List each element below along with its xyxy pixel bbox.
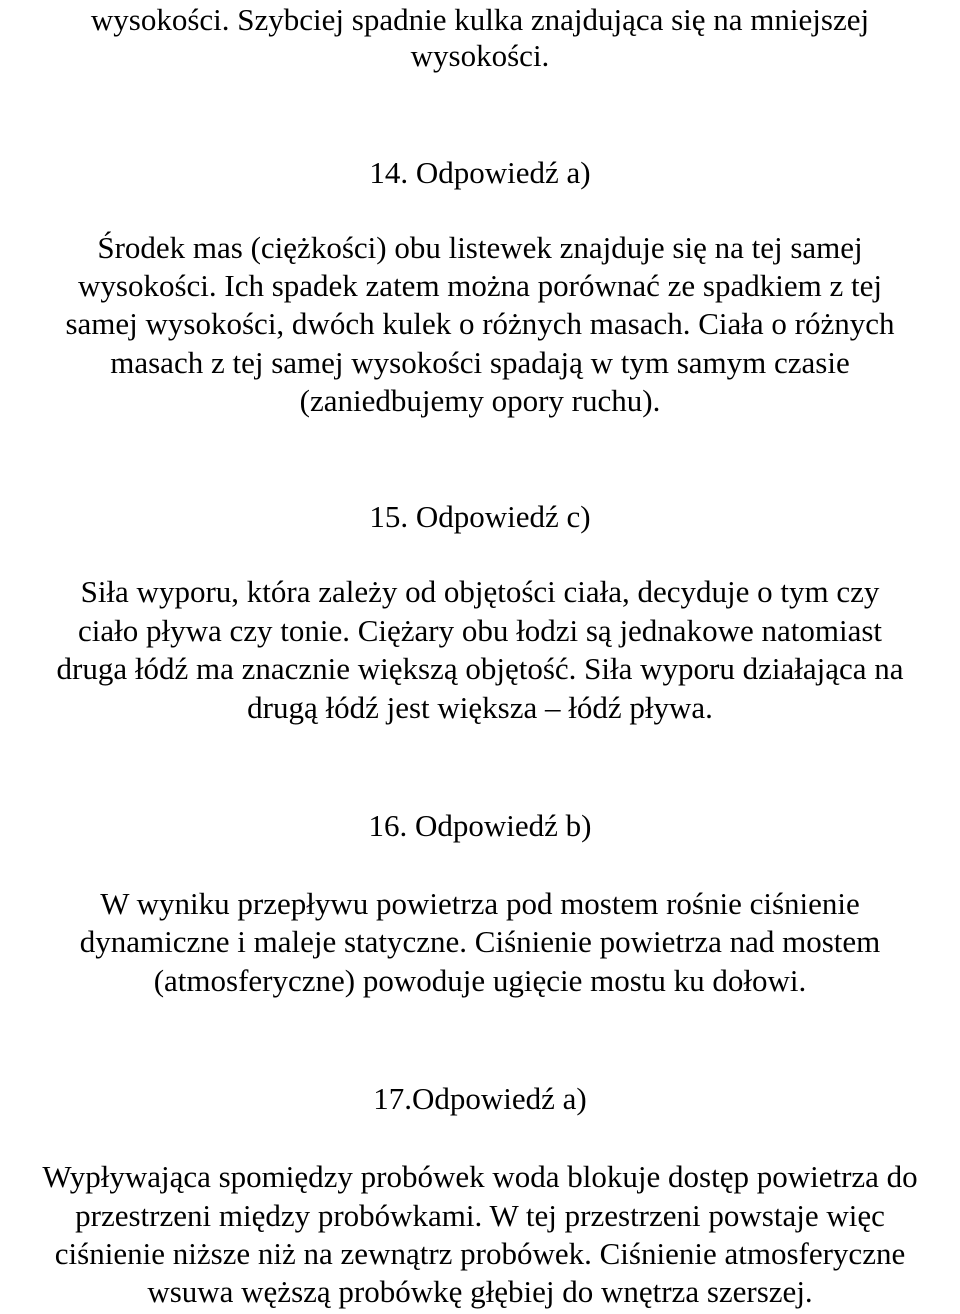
text-line: Środek mas (ciężkości) obu listewek znajduje się na tej samej: [97, 230, 863, 265]
text-line: ciało pływa czy tonie. Ciężary obu łodzi są jednakowe natomiast: [77, 613, 883, 648]
answer-heading-16: 16. Odpowiedź b): [368, 808, 592, 843]
text-line: masach z tej samej wysokości spadają w tym samym czasie: [110, 345, 850, 380]
text-line: Wypływająca spomiędzy probówek woda blokuje dostęp powietrza do: [42, 1159, 918, 1194]
text-line: drugą łódź jest większa – łódź pływa.: [247, 690, 713, 725]
answer-heading-17: 17.Odpowiedź a): [373, 1081, 587, 1116]
text-line: wysokości. Ich spadek zatem można porównać ze spadkiem z tej: [78, 268, 882, 303]
text-line: (atmosferyczne) powoduje ugięcie mostu ku dołowi.: [153, 963, 807, 998]
text-line: wysokości.: [410, 38, 550, 73]
text-line: ciśnienie niższe niż na zewnątrz probówek. Ciśnienie atmosferyczne: [54, 1236, 906, 1271]
text-line: druga łódź ma znacznie większą objętość. Siła wyporu działająca na: [56, 651, 904, 686]
text-line: W wyniku przepływu powietrza pod mostem rośnie ciśnienie: [100, 886, 860, 921]
text-line: wsuwa węższą probówkę głębiej do wnętrza szerszej.: [147, 1274, 813, 1309]
answer-heading-15: 15. Odpowiedź c): [369, 499, 591, 534]
text-line: wysokości. Szybciej spadnie kulka znajdująca się na mniejszej: [90, 2, 870, 37]
text-line: dynamiczne i maleje statyczne. Ciśnienie powietrza nad mostem: [79, 924, 881, 959]
text-line: (zaniedbujemy opory ruchu).: [299, 383, 661, 418]
text-line: samej wysokości, dwóch kulek o różnych masach. Ciała o różnych: [65, 306, 895, 341]
text-line: przestrzeni między probówkami. W tej przestrzeni powstaje więc: [75, 1198, 885, 1233]
text-line: Siła wyporu, która zależy od objętości ciała, decyduje o tym czy: [80, 574, 880, 609]
answer-heading-14: 14. Odpowiedź a): [369, 155, 591, 190]
